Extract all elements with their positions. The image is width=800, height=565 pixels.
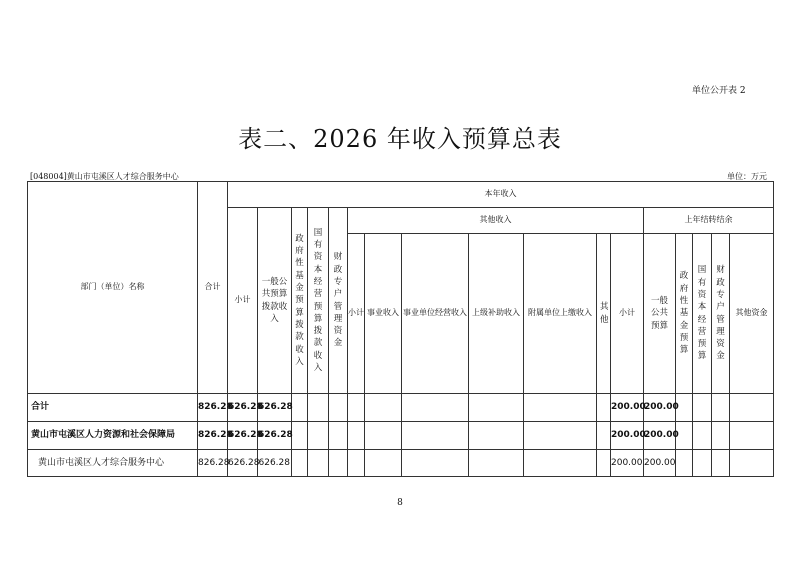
header-fiscal-special: 财政专户管理资金 xyxy=(329,208,348,394)
row-total: 826.28 xyxy=(198,422,228,450)
header-dept: 部门（单位）名称 xyxy=(28,182,198,394)
header-other-income: 其他收入 xyxy=(348,208,644,234)
header-other-subtotal: 小计 xyxy=(348,234,365,394)
row-subtotal: 626.28 xyxy=(228,394,258,422)
header-carry-subtotal: 小计 xyxy=(611,234,644,394)
row-carry-general: 200.00 xyxy=(644,394,676,422)
header-business-unit-income: 事业单位经营收入 xyxy=(402,234,469,394)
header-soe-capital: 国有资本经营预算拨款收入 xyxy=(308,208,329,394)
header-total: 合计 xyxy=(198,182,228,394)
row-subtotal: 626.28 xyxy=(228,450,258,477)
header-affiliated-payment: 附属单位上缴收入 xyxy=(524,234,597,394)
header-general-budget: 一般公共预算拨款收入 xyxy=(258,208,292,394)
header-subtotal: 小计 xyxy=(228,208,258,394)
table-tag: 单位公开表 2 xyxy=(692,86,746,96)
table-row xyxy=(28,450,774,477)
row-carry-general: 200.00 xyxy=(644,450,676,477)
header-other: 其他 xyxy=(597,234,611,394)
header-carry-gov-fund: 政府性基金预算 xyxy=(676,234,693,394)
row-general: 626.28 xyxy=(258,422,292,450)
header-carryover: 上年结转结余 xyxy=(644,208,774,234)
row-name: 黄山市屯溪区人才综合服务中心 xyxy=(28,450,198,477)
income-budget-table xyxy=(27,181,774,477)
row-carry-subtotal: 200.00 xyxy=(611,394,644,422)
row-total: 826.28 xyxy=(198,450,228,477)
header-carry-fiscal: 财政专户管理资金 xyxy=(712,234,730,394)
header-superior-subsidy: 上级补助收入 xyxy=(469,234,524,394)
row-subtotal: 626.28 xyxy=(228,422,258,450)
unit-label: 单位：万元 xyxy=(727,172,767,181)
page-number: 8 xyxy=(397,498,403,508)
row-name: 黄山市屯溪区人力资源和社会保障局 xyxy=(28,422,198,450)
row-total: 826.28 xyxy=(198,394,228,422)
row-name: 合计 xyxy=(28,394,198,422)
header-carry-soe: 国有资本经营预算 xyxy=(693,234,712,394)
table-row xyxy=(28,422,774,450)
row-general: 626.28 xyxy=(258,394,292,422)
organization-label: [048004]黄山市屯溪区人才综合服务中心 xyxy=(30,172,179,181)
header-carry-other: 其他资金 xyxy=(730,234,774,394)
header-gov-fund: 政府性基金预算拨款收入 xyxy=(292,208,308,394)
table-row xyxy=(28,394,774,422)
row-carry-subtotal: 200.00 xyxy=(611,422,644,450)
header-carry-general: 一般公共预算 xyxy=(644,234,676,394)
page-title: 表二、2026 年收入预算总表 xyxy=(238,125,562,153)
header-business-income: 事业收入 xyxy=(365,234,402,394)
row-carry-subtotal: 200.00 xyxy=(611,450,644,477)
header-current-income: 本年收入 xyxy=(228,182,774,208)
row-general: 626.28 xyxy=(258,450,292,477)
row-carry-general: 200.00 xyxy=(644,422,676,450)
